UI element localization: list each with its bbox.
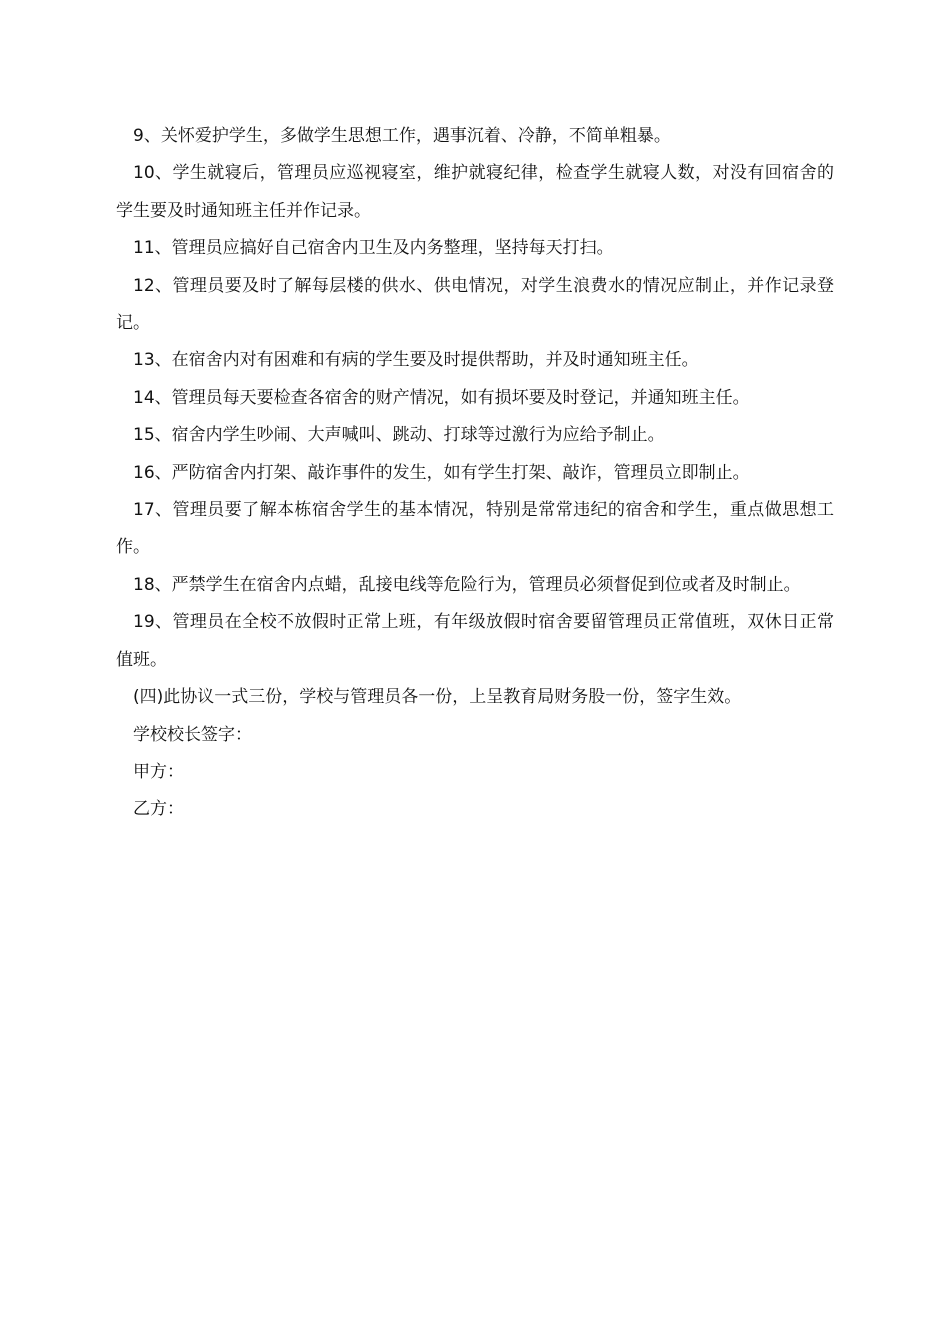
section-four: (四)此协议一式三份，学校与管理员各一份，上呈教育局财务股一份，签字生效。 — [133, 687, 742, 708]
clause-11: 11、管理员应搞好自己宿舍内卫生及内务整理，坚持每天打扫。 — [133, 238, 614, 259]
clause-14: 14、管理员每天要检查各宿舍的财产情况，如有损坏要及时登记，并通知班主任。 — [133, 387, 750, 408]
party-b-label: 乙方： — [133, 799, 184, 820]
clause-13: 13、在宿舍内对有困难和有病的学生要及时提供帮助，并及时通知班主任。 — [133, 350, 699, 371]
clause-18: 18、严禁学生在宿舍内点蜡，乱接电线等危险行为，管理员必须督促到位或者及时制止。 — [133, 574, 801, 595]
clause-12: 12、管理员要及时了解每层楼的供水、供电情况，对学生浪费水的情况应制止，并作记录登记。 — [116, 275, 834, 334]
document-body — [116, 118, 834, 829]
party-a-label: 甲方： — [133, 761, 184, 782]
clause-19: 19、管理员在全校不放假时正常上班，有年级放假时宿舍要留管理员正常值班，双休日正常值班。 — [116, 612, 834, 670]
clause-10: 10、学生就寝后，管理员应巡视寝室，维护就寝纪律，检查学生就寝人数，对没有回宿舍的学生要及时通知班主任并作记录。 — [116, 163, 834, 221]
clause-15: 15、宿舍内学生吵闹、大声喊叫、跳动、打球等过激行为应给予制止。 — [133, 425, 665, 446]
clause-9: 9、关怀爱护学生，多做学生思想工作，遇事沉着、冷静，不简单粗暴。 — [133, 126, 671, 146]
clause-16: 16、严防宿舍内打架、敲诈事件的发生，如有学生打架、敲诈，管理员立即制止。 — [133, 462, 750, 483]
principal-signature-label: 学校校长签字： — [133, 724, 252, 745]
clause-17: 17、管理员要了解本栋宿舍学生的基本情况，特别是常常违纪的宿舍和学生，重点做思想工作。 — [116, 500, 834, 558]
